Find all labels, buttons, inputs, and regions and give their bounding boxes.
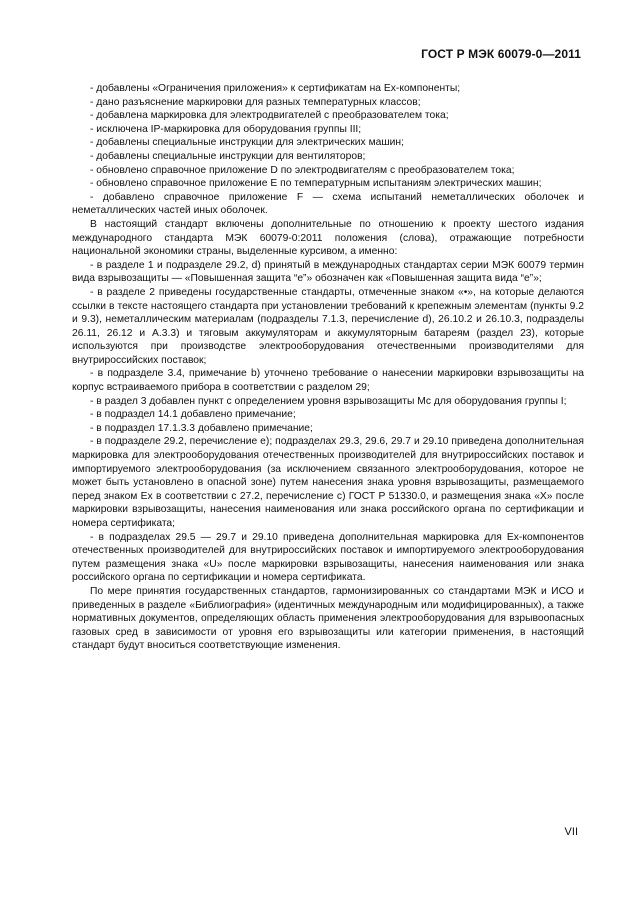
paragraph-4: - исключена IP-маркировка для оборудования группы III; — [90, 123, 362, 135]
page-number: VII — [564, 826, 578, 838]
paragraph-9: - добавлено справочное приложение F — схема испытаний неметаллических оболочек и неметаллических частей иных оболочек. — [72, 191, 584, 217]
paragraph-17: - в подразделе 29.2, перечисление е); подразделах 29.3, 29.6, 29.7 и 29.10 приведена дополнительная маркировка для электрооборудования отечественных производителей для внутрироссийских поставок и импортируемого электрооборудования (за исключением связанного электрооборудования, которое не может быть установлено в опасной зоне) путем нанесения знака уровня взрывозащиты, размещаемого перед знаком Ex в соответствии с 27.2, перечисление с) ГОСТ Р 51330.0, и размещения знака «X» после маркировки взрывозащиты, нанесения наименования или знака российского органа по сертификации и номера сертификата; — [72, 436, 584, 529]
paragraph-7: - обновлено справочное приложение D по электродвигателям с преобразователем тока; — [90, 164, 515, 176]
paragraph-18: - в подразделах 29.5 — 29.7 и 29.10 приведена дополнительная маркировка для Ex-компонентов отечественных производителей для внутрироссийских поставок и импортируемого электрооборудования путем размещения знака «U» после маркировки взрывозащиты, нанесения наименования или знака российского органа по сертификации и номера сертификата. — [72, 531, 584, 584]
paragraph-14: - в раздел 3 добавлен пункт с определением уровня взрывозащиты Мс для оборудования группы I; — [90, 395, 567, 407]
paragraph-16: - в подраздел 17.1.3.3 добавлено примечание; — [90, 422, 313, 434]
paragraph-19: По мере принятия государственных стандартов, гармонизированных со стандартами МЭК и ИСО и приведенных в разделе «Библиография» (идентичных международным или модифицированных), а также нормативных документов, определяющих область применения электрооборудования для взрывоопасных газовых сред в зависимости от уровня его взрывозащиты или категории применения, в настоящий стандарт будут вноситься соответствующие изменения. — [72, 585, 584, 652]
paragraph-15: - в подраздел 14.1 добавлено примечание; — [90, 409, 296, 421]
document-body — [72, 82, 584, 653]
paragraph-12: - в разделе 2 приведены государственные стандарты, отмеченные знаком «•», на которые делаются ссылки в тексте настоящего стандарта при установлении требований к крепежным элементам (пункты 9.2 и 9.3), неметаллическим материалам (подразделы 7.1.3, перечисление d), 26.10.2 и 26.10.3, подразделы 26.11, 26.12 и А.3.3) и тяговым аккумуляторам и аккумуляторным батареям (раздел 23), которые используются при производстве электрооборудования отечественными производителями для внутрироссийских поставок; — [72, 286, 584, 366]
paragraph-13: - в подразделе 3.4, примечание b) уточнено требование о нанесении маркировки взрывозащиты на корпус встраиваемого прибора в соответствии с разделом 29; — [72, 368, 584, 394]
paragraph-11: - в разделе 1 и подразделе 29.2, d) принятый в международных стандартах серии МЭК 60079 термин вида взрывозащиты — «Повышенная защита “e”» обозначен как «Повышенная защита вида “e”»; — [72, 259, 584, 285]
paragraph-2: - дано разъяснение маркировки для разных температурных классов; — [90, 96, 421, 108]
paragraph-3: - добавлена маркировка для электродвигателей с преобразователем тока; — [90, 110, 449, 122]
paragraph-6: - добавлены специальные инструкции для вентиляторов; — [90, 150, 366, 162]
paragraph-1: - добавлены «Ограничения приложения» к сертификатам на Ex-компоненты; — [90, 83, 461, 94]
paragraph-5: - добавлены специальные инструкции для электрических машин; — [90, 137, 404, 149]
paragraph-8: - обновлено справочное приложение E по температурным испытаниям электрических машин; — [90, 178, 542, 190]
document-header-title: ГОСТ Р МЭК 60079-0—2011 — [421, 47, 581, 61]
paragraph-10: В настоящий стандарт включены дополнительные по отношению к проекту шестого издания международного стандарта МЭК 60079-0:2011 положения (слова), отражающие потребности национальной экономики страны, выделенные курсивом, а именно: — [72, 218, 584, 258]
